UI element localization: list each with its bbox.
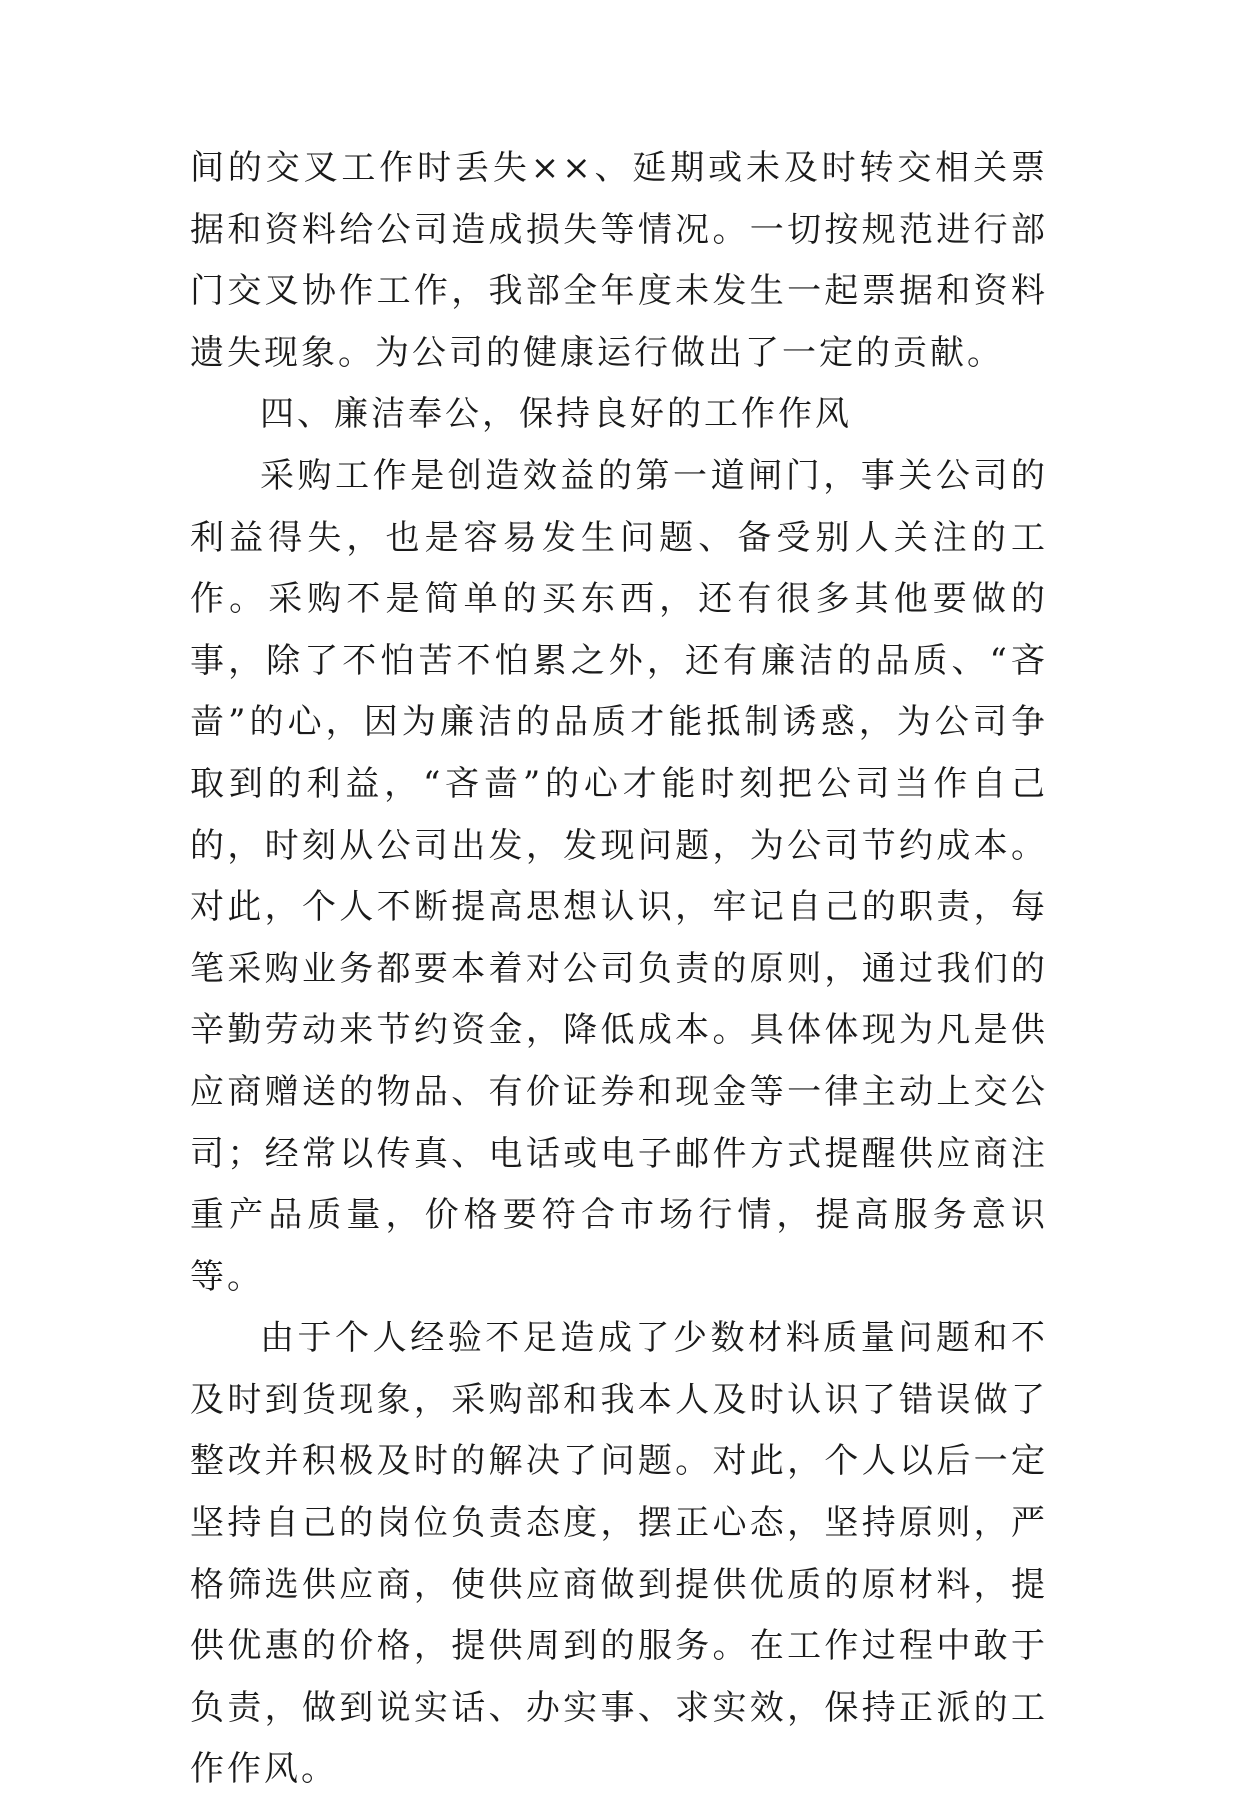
document-body — [190, 138, 1048, 1801]
paragraph-continuation: 间的交叉工作时丢失××、延期或未及时转交相关票据和资料给公司造成损失等情况。一切按规范进行部门交叉协作工作，我部全年度未发生一起票据和资料遗失现象。为公司的健康运行做出了一定的贡献。 — [190, 148, 1048, 373]
section-heading: 四、廉洁奉公，保持良好的工作作风 — [260, 394, 852, 435]
paragraph-integrity: 采购工作是创造效益的第一道闸门，事关公司的利益得失，也是容易发生问题、备受别人关注的工作。采购不是简单的买东西，还有很多其他要做的事，除了不怕苦不怕累之外，还有廉洁的品质、“吝啬”的心，因为廉洁的品质才能抵制诱惑，为公司争取到的利益，“吝啬”的心才能时刻把公司当作自己的，时刻从公司出发，发现问题，为公司节约成本。对此，个人不断提高思想认识，牢记自己的职责，每笔采购业务都要本着对公司负责的原则，通过我们的辛勤劳动来节约资金，降低成本。具体体现为凡是供应商赠送的物品、有价证券和现金等一律主动上交公司；经常以传真、电话或电子邮件方式提醒供应商注重产品质量，价格要符合市场行情，提高服务意识等。 — [190, 455, 1048, 1297]
paragraph-improvement: 由于个人经验不足造成了少数材料质量问题和不及时到货现象，采购部和我本人及时认识了错误做了整改并积极及时的解决了问题。对此，个人以后一定坚持自己的岗位负责态度，摆正心态，坚持原则，严格筛选供应商，使供应商做到提供优质的原材料，提供优惠的价格，提供周到的服务。在工作过程中敢于负责，做到说实话、办实事、求实效，保持正派的工作作风。 — [190, 1318, 1048, 1790]
